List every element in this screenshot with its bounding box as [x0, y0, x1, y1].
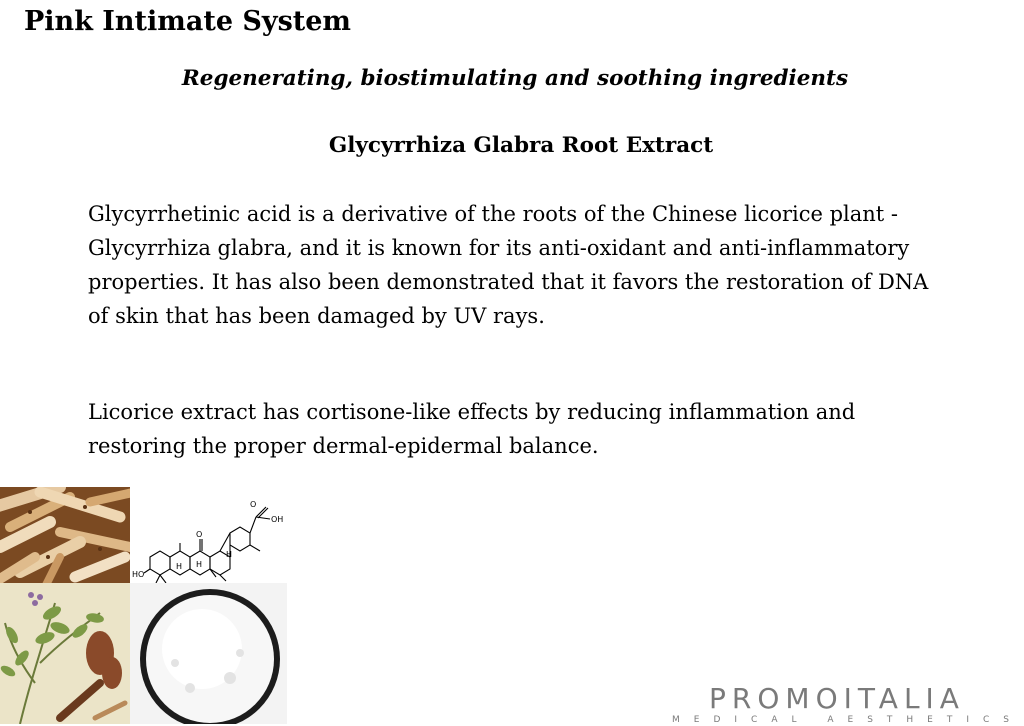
licorice-roots-image — [0, 487, 130, 583]
molecule-label-h1: H — [176, 562, 183, 571]
molecule-label-oh: OH — [271, 515, 284, 524]
logo-tagline: MEDICAL AESTHETICS — [672, 715, 1024, 725]
molecule-label-h2: H — [196, 560, 203, 569]
molecule-label-ho: HO — [132, 570, 145, 579]
logo-wordmark: PROMOITALIA — [709, 682, 965, 715]
description-paragraph-2: Licorice extract has cortisone-like effects by reducing inflammation and restoring the proper dermal-epidermal balance. — [88, 400, 856, 458]
molecule-label-h3: H — [226, 550, 233, 559]
section-heading: Glycyrrhiza Glabra Root Extract — [328, 133, 714, 158]
molecule-structure-image — [130, 487, 287, 583]
page-subtitle: Regenerating, biostimulating and soothing ingredients — [181, 66, 849, 91]
molecule-label-o2: O — [250, 500, 257, 509]
licorice-plant-image — [0, 583, 130, 724]
molecule-label-o: O — [196, 530, 203, 539]
powder-dish-image — [130, 583, 287, 724]
description-paragraph-1: Glycyrrhetinic acid is a derivative of the roots of the Chinese licorice plant - Glycyrrhiza glabra, and it is known for its anti-oxidant and anti-inflammatory properties. It has also been demonstrated that it favors the restoration of DNA of skin that has been damaged by UV rays. — [88, 202, 929, 328]
page-title: Pink Intimate System — [24, 6, 352, 37]
promoitalia-logo — [672, 682, 1024, 726]
